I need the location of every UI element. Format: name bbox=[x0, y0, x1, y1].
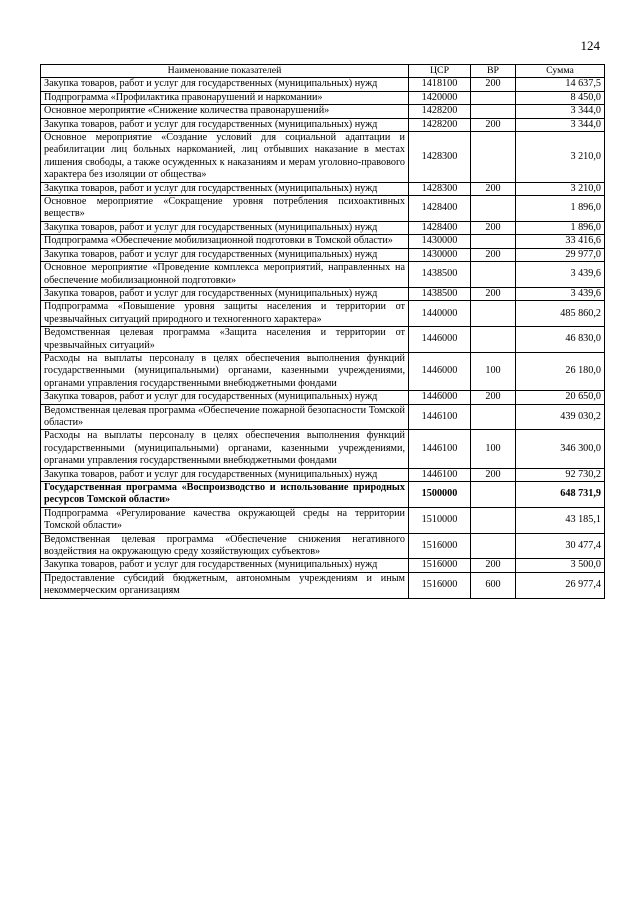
row-vr bbox=[471, 105, 516, 118]
row-sum: 3 344,0 bbox=[516, 105, 605, 118]
table-row bbox=[41, 248, 605, 261]
row-vr: 200 bbox=[471, 248, 516, 261]
table-row bbox=[41, 352, 605, 390]
row-sum: 92 730,2 bbox=[516, 468, 605, 481]
row-vr: 200 bbox=[471, 287, 516, 300]
row-vr: 600 bbox=[471, 572, 516, 598]
row-vr: 200 bbox=[471, 78, 516, 91]
table-row bbox=[41, 482, 605, 508]
row-csr: 1428400 bbox=[409, 196, 471, 222]
row-name: Закупка товаров, работ и услуг для государственных (муниципальных) нужд bbox=[41, 248, 409, 261]
row-vr bbox=[471, 235, 516, 248]
row-csr: 1430000 bbox=[409, 248, 471, 261]
row-name: Расходы на выплаты персоналу в целях обеспечения выполнения функций государственными (муниципальными) органами, казенными учреждениями, органами управления государственными внебюджетными фондами bbox=[41, 430, 409, 468]
row-csr: 1428400 bbox=[409, 221, 471, 234]
row-vr: 100 bbox=[471, 430, 516, 468]
table-row bbox=[41, 533, 605, 559]
row-name: Подпрограмма «Регулирование качества окружающей среды на территории Томской области» bbox=[41, 507, 409, 533]
row-name: Основное мероприятие «Проведение комплекса мероприятий, направленных на обеспечение мобилизационной подготовки» bbox=[41, 262, 409, 288]
row-vr bbox=[471, 91, 516, 104]
row-sum: 439 030,2 bbox=[516, 404, 605, 430]
table-row bbox=[41, 391, 605, 404]
row-vr bbox=[471, 132, 516, 183]
row-csr: 1516000 bbox=[409, 559, 471, 572]
row-sum: 20 650,0 bbox=[516, 391, 605, 404]
row-sum: 3 210,0 bbox=[516, 132, 605, 183]
row-vr bbox=[471, 301, 516, 327]
row-sum: 3 210,0 bbox=[516, 182, 605, 195]
row-csr: 1446000 bbox=[409, 352, 471, 390]
row-sum: 8 450,0 bbox=[516, 91, 605, 104]
row-name: Государственная программа «Воспроизводство и использование природных ресурсов Томской области» bbox=[41, 482, 409, 508]
table-row bbox=[41, 327, 605, 353]
row-vr: 200 bbox=[471, 182, 516, 195]
row-name: Подпрограмма «Профилактика правонарушений и наркомании» bbox=[41, 91, 409, 104]
row-name: Ведомственная целевая программа «Обеспечение пожарной безопасности Томской области» bbox=[41, 404, 409, 430]
row-csr: 1438500 bbox=[409, 287, 471, 300]
row-vr: 200 bbox=[471, 468, 516, 481]
row-name: Закупка товаров, работ и услуг для государственных (муниципальных) нужд bbox=[41, 78, 409, 91]
row-vr: 100 bbox=[471, 352, 516, 390]
row-name: Закупка товаров, работ и услуг для государственных (муниципальных) нужд bbox=[41, 559, 409, 572]
row-vr bbox=[471, 262, 516, 288]
row-sum: 1 896,0 bbox=[516, 196, 605, 222]
row-vr bbox=[471, 507, 516, 533]
table-row bbox=[41, 132, 605, 183]
row-csr: 1500000 bbox=[409, 482, 471, 508]
row-name: Расходы на выплаты персоналу в целях обеспечения выполнения функций государственными (муниципальными) органами, казенными учреждениями, органами управления государственными внебюджетными фондами bbox=[41, 352, 409, 390]
header-name: Наименование показателей bbox=[41, 65, 409, 78]
table-row bbox=[41, 262, 605, 288]
table-row bbox=[41, 221, 605, 234]
row-name: Закупка товаров, работ и услуг для государственных (муниципальных) нужд bbox=[41, 221, 409, 234]
row-csr: 1446000 bbox=[409, 327, 471, 353]
table-row bbox=[41, 91, 605, 104]
table-row bbox=[41, 78, 605, 91]
row-name: Основное мероприятие «Создание условий для социальной адаптации и реабилитации лиц больных наркоманией, лиц отбывших наказание в местах лишения свободы, а также осужденных к наказаниям и мерам уголовно-правового характера без изоляции от общества» bbox=[41, 132, 409, 183]
table-row bbox=[41, 572, 605, 598]
row-name: Ведомственная целевая программа «Обеспечение снижения негативного воздействия на окружающую среду хозяйствующих субъектов» bbox=[41, 533, 409, 559]
table-row bbox=[41, 507, 605, 533]
table-header-row bbox=[41, 65, 605, 78]
row-sum: 3 500,0 bbox=[516, 559, 605, 572]
row-sum: 3 439,6 bbox=[516, 262, 605, 288]
row-name: Закупка товаров, работ и услуг для государственных (муниципальных) нужд bbox=[41, 391, 409, 404]
row-sum: 46 830,0 bbox=[516, 327, 605, 353]
row-name: Предоставление субсидий бюджетным, автономным учреждениям и иным некоммерческим организациям bbox=[41, 572, 409, 598]
row-name: Закупка товаров, работ и услуг для государственных (муниципальных) нужд bbox=[41, 182, 409, 195]
table-row bbox=[41, 287, 605, 300]
row-name: Подпрограмма «Обеспечение мобилизационной подготовки в Томской области» bbox=[41, 235, 409, 248]
row-csr: 1446000 bbox=[409, 391, 471, 404]
table-row bbox=[41, 404, 605, 430]
row-vr: 200 bbox=[471, 391, 516, 404]
row-csr: 1428300 bbox=[409, 132, 471, 183]
row-sum: 29 977,0 bbox=[516, 248, 605, 261]
table-row bbox=[41, 118, 605, 131]
row-csr: 1446100 bbox=[409, 430, 471, 468]
table-row bbox=[41, 196, 605, 222]
row-name: Подпрограмма «Повышение уровня защиты населения и территории от чрезвычайных ситуаций природного и техногенного характера» bbox=[41, 301, 409, 327]
row-csr: 1516000 bbox=[409, 572, 471, 598]
row-vr bbox=[471, 533, 516, 559]
row-sum: 346 300,0 bbox=[516, 430, 605, 468]
row-csr: 1446100 bbox=[409, 468, 471, 481]
row-name: Закупка товаров, работ и услуг для государственных (муниципальных) нужд bbox=[41, 118, 409, 131]
row-csr: 1446100 bbox=[409, 404, 471, 430]
row-vr bbox=[471, 404, 516, 430]
row-sum: 3 439,6 bbox=[516, 287, 605, 300]
row-csr: 1420000 bbox=[409, 91, 471, 104]
row-sum: 30 477,4 bbox=[516, 533, 605, 559]
row-name: Закупка товаров, работ и услуг для государственных (муниципальных) нужд bbox=[41, 287, 409, 300]
row-sum: 26 180,0 bbox=[516, 352, 605, 390]
row-csr: 1428300 bbox=[409, 182, 471, 195]
row-name: Основное мероприятие «Сокращение уровня потребления психоактивных веществ» bbox=[41, 196, 409, 222]
row-sum: 43 185,1 bbox=[516, 507, 605, 533]
table-row bbox=[41, 559, 605, 572]
table-row bbox=[41, 235, 605, 248]
row-sum: 33 416,6 bbox=[516, 235, 605, 248]
row-csr: 1516000 bbox=[409, 533, 471, 559]
row-sum: 26 977,4 bbox=[516, 572, 605, 598]
table-row bbox=[41, 105, 605, 118]
row-csr: 1428200 bbox=[409, 105, 471, 118]
row-name: Закупка товаров, работ и услуг для государственных (муниципальных) нужд bbox=[41, 468, 409, 481]
row-vr bbox=[471, 482, 516, 508]
row-name: Основное мероприятие «Снижение количества правонарушений» bbox=[41, 105, 409, 118]
row-vr bbox=[471, 327, 516, 353]
row-vr: 200 bbox=[471, 118, 516, 131]
row-csr: 1438500 bbox=[409, 262, 471, 288]
row-vr: 200 bbox=[471, 559, 516, 572]
header-vr: ВР bbox=[471, 65, 516, 78]
row-vr bbox=[471, 196, 516, 222]
table-row bbox=[41, 182, 605, 195]
row-csr: 1510000 bbox=[409, 507, 471, 533]
table-row bbox=[41, 301, 605, 327]
table-row bbox=[41, 430, 605, 468]
header-sum: Сумма bbox=[516, 65, 605, 78]
row-sum: 648 731,9 bbox=[516, 482, 605, 508]
row-sum: 3 344,0 bbox=[516, 118, 605, 131]
row-csr: 1428200 bbox=[409, 118, 471, 131]
row-sum: 485 860,2 bbox=[516, 301, 605, 327]
row-sum: 1 896,0 bbox=[516, 221, 605, 234]
row-csr: 1430000 bbox=[409, 235, 471, 248]
page-number: 124 bbox=[580, 38, 600, 53]
table-row bbox=[41, 468, 605, 481]
row-csr: 1440000 bbox=[409, 301, 471, 327]
budget-table bbox=[40, 64, 605, 599]
row-vr: 200 bbox=[471, 221, 516, 234]
row-name: Ведомственная целевая программа «Защита населения и территории от чрезвычайных ситуаций» bbox=[41, 327, 409, 353]
row-sum: 14 637,5 bbox=[516, 78, 605, 91]
row-csr: 1418100 bbox=[409, 78, 471, 91]
header-csr: ЦСР bbox=[409, 65, 471, 78]
